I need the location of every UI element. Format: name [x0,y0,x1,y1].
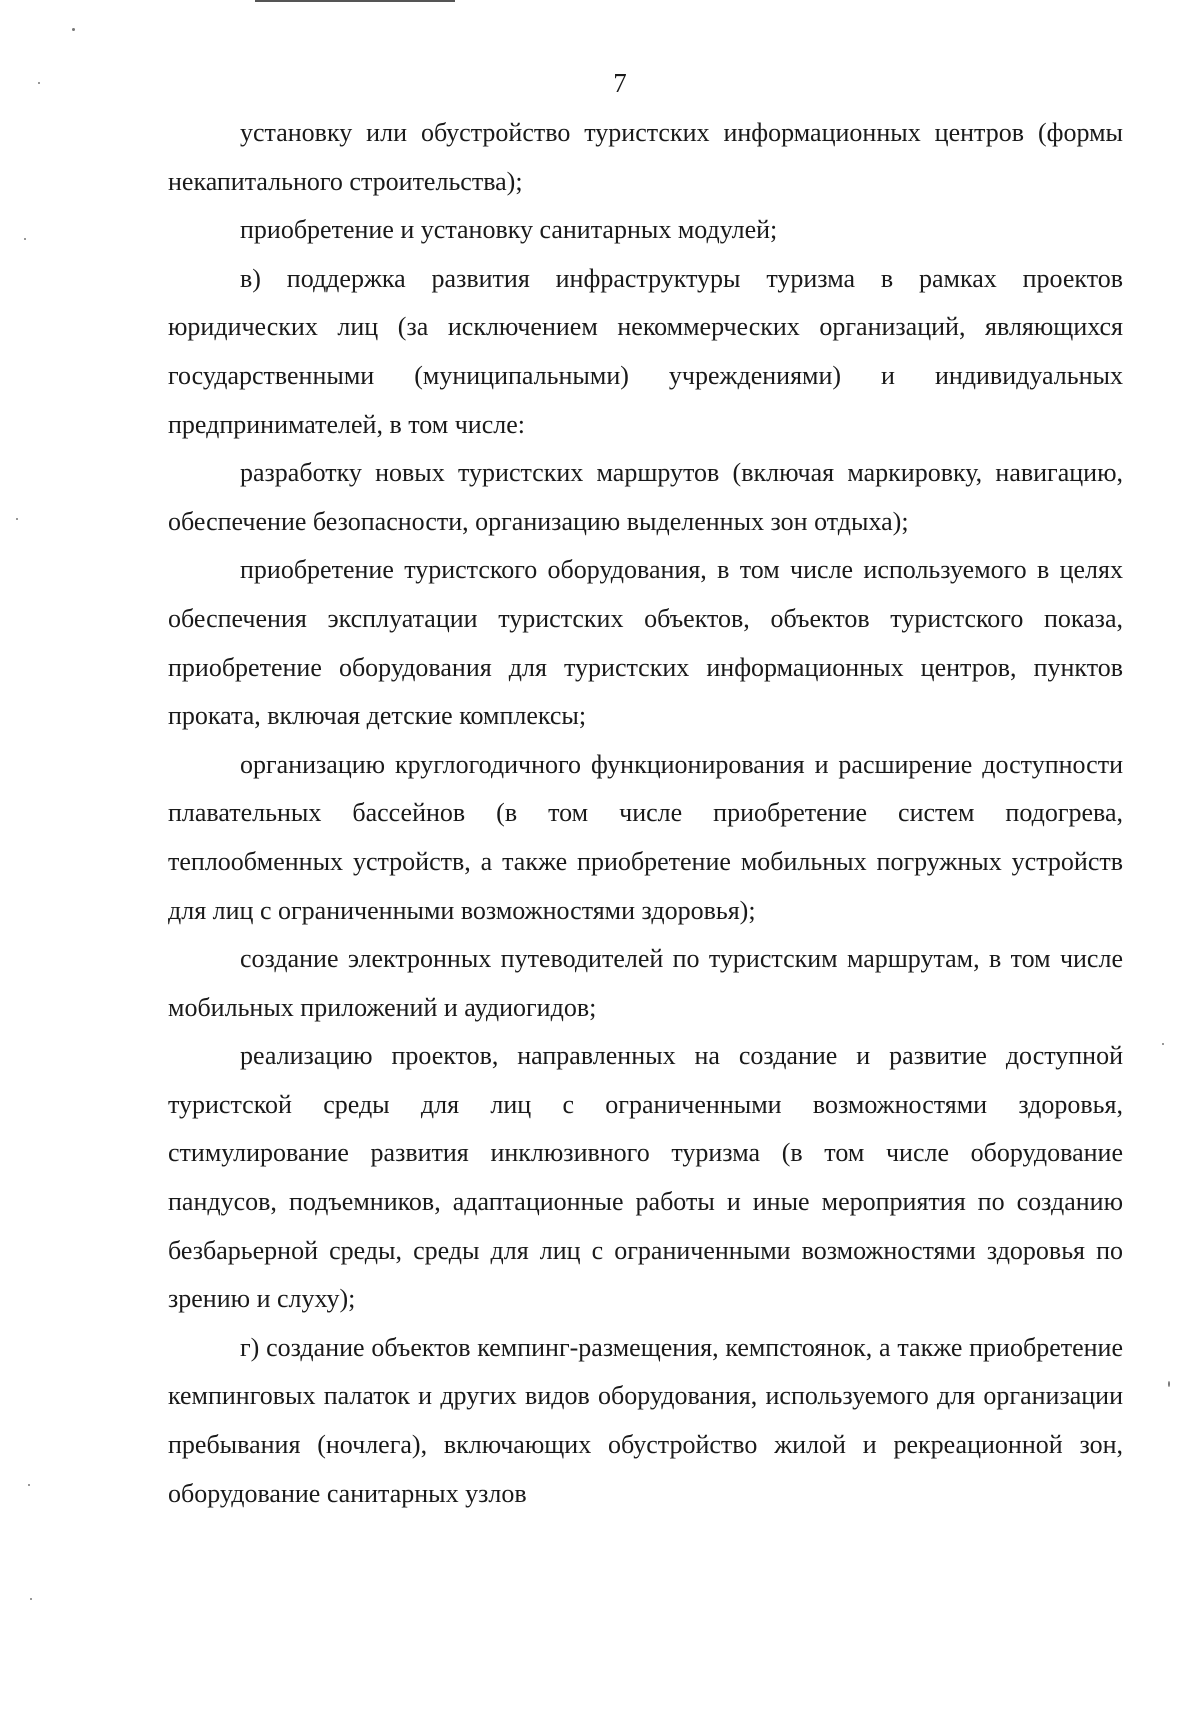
scan-speck [30,1598,32,1600]
paragraph: приобретение туристского оборудования, в том числе используемого в целях обеспечения эксплуатации туристских объектов, объектов туристского показа, приобретение оборудования для туристских информационных центров, пунктов проката, включая детские комплексы; [168,555,1123,731]
scan-speck [28,1484,30,1486]
scan-edge-rule [255,0,455,2]
paragraph: в) поддержка развития инфраструктуры туризма в рамках проектов юридических лиц (за исключением некоммерческих организаций, являющихся государственными (муниципальными) учреждениями) и индивидуальных предпринимателей, в том числе: [168,263,1123,439]
paragraph: г) создание объектов кемпинг-размещения, кемпстоянок, а также приобретение кемпинговых палаток и других видов оборудования, используемого для организации пребывания (ночлега), включающих обустройство жилой и рекреационной зон, оборудование санитарных узлов [168,1332,1123,1508]
paragraph: организацию круглогодичного функционирования и расширение доступности плавательных бассейнов (в том числе приобретение систем подогрева, теплообменных устройств, а также приобретение мобильных погружных устройств для лиц с ограниченными возможностями здоровья); [168,749,1123,925]
paragraph: разработку новых туристских маршрутов (включая маркировку, навигацию, обеспечение безопасности, организацию выделенных зон отдыха); [168,458,1123,536]
scan-speck [1168,1381,1170,1387]
paragraph: создание электронных путеводителей по туристским маршрутам, в том числе мобильных приложений и аудиогидов; [168,944,1123,1022]
paragraph: установку или обустройство туристских информационных центров (формы некапитального строительства); [168,118,1123,196]
paragraph: реализацию проектов, направленных на создание и развитие доступной туристской среды для лиц с ограниченными возможностями здоровья, стимулирование развития инклюзивного туризма (в том числе оборудование пандусов, подъемников, адаптационные работы и иные мероприятия по созданию безбарьерной среды, среды для лиц с ограниченными возможностями здоровья по зрению и слуху); [168,1041,1123,1314]
page-number: 7 [613,68,627,98]
scan-speck [38,82,40,84]
scan-speck [72,28,75,31]
paragraph: приобретение и установку санитарных модулей; [240,215,778,245]
document-body [168,109,1123,1518]
scan-speck [1162,1043,1164,1045]
scan-speck [16,518,18,520]
scan-speck [24,238,26,240]
